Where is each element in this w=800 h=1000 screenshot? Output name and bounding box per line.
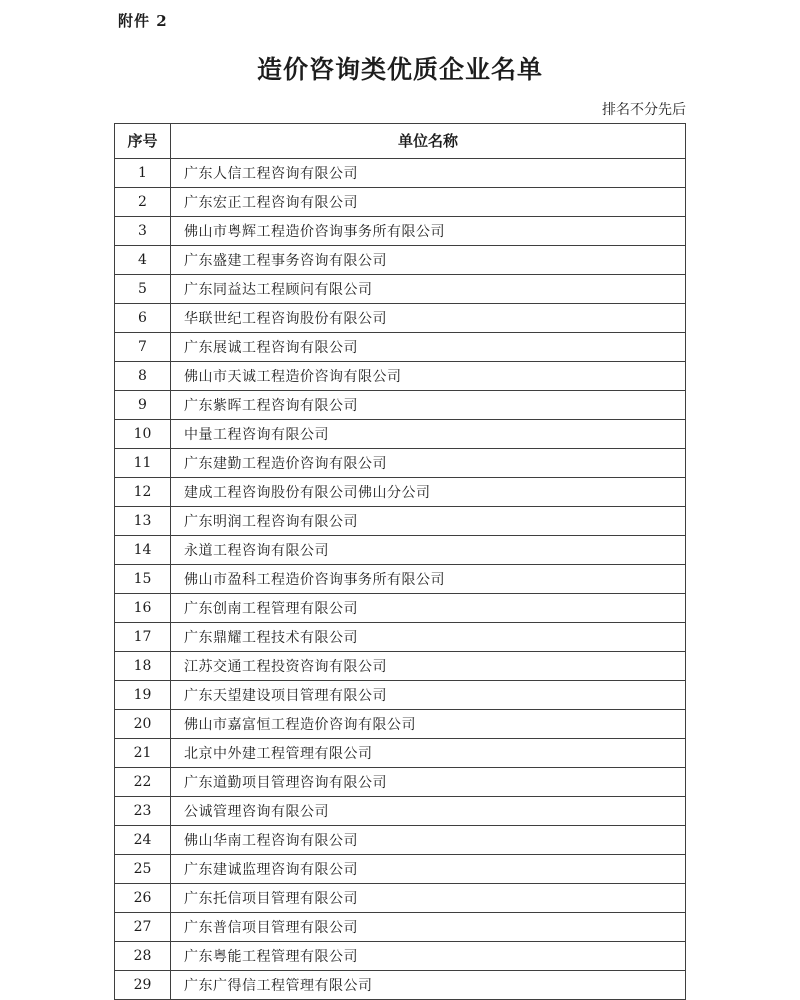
company-name: 广东创南工程管理有限公司: [171, 593, 686, 622]
table-row: [115, 245, 686, 274]
table-row: [115, 390, 686, 419]
table-row: [115, 477, 686, 506]
row-number: 16: [115, 593, 171, 622]
company-name: 华联世纪工程咨询股份有限公司: [171, 303, 686, 332]
table-row: [115, 738, 686, 767]
company-name: 广东同益达工程顾问有限公司: [171, 274, 686, 303]
row-number: 24: [115, 825, 171, 854]
row-number: 11: [115, 448, 171, 477]
table-row: [115, 158, 686, 187]
table-row: [115, 303, 686, 332]
table-row: [115, 187, 686, 216]
table-row: [115, 709, 686, 738]
row-number: 5: [115, 274, 171, 303]
company-name: 广东明润工程咨询有限公司: [171, 506, 686, 535]
row-number: 26: [115, 883, 171, 912]
table-row: [115, 593, 686, 622]
table-row: [115, 622, 686, 651]
table-row: [115, 535, 686, 564]
table-row: [115, 970, 686, 999]
company-name: 建成工程咨询股份有限公司佛山分公司: [171, 477, 686, 506]
row-number: 13: [115, 506, 171, 535]
table-row: [115, 274, 686, 303]
company-name: 广东人信工程咨询有限公司: [171, 158, 686, 187]
row-number: 10: [115, 419, 171, 448]
company-name: 广东天望建设项目管理有限公司: [171, 680, 686, 709]
company-name: 广东粤能工程管理有限公司: [171, 941, 686, 970]
company-name: 佛山市盈科工程造价咨询事务所有限公司: [171, 564, 686, 593]
table-row: [115, 361, 686, 390]
table-row: [115, 506, 686, 535]
company-name: 广东道勤项目管理咨询有限公司: [171, 767, 686, 796]
header-row: [115, 123, 686, 158]
header-serial-number: 序号: [115, 123, 171, 158]
company-name: 广东紫晖工程咨询有限公司: [171, 390, 686, 419]
company-name: 佛山市嘉富恒工程造价咨询有限公司: [171, 709, 686, 738]
company-table: [114, 123, 686, 1000]
attachment-label: 附件 2: [118, 12, 168, 30]
row-number: 15: [115, 564, 171, 593]
page-title: 造价咨询类优质企业名单: [256, 55, 543, 84]
company-name: 北京中外建工程管理有限公司: [171, 738, 686, 767]
row-number: 9: [115, 390, 171, 419]
company-name: 广东展诚工程咨询有限公司: [171, 332, 686, 361]
table-row: [115, 912, 686, 941]
table-row: [115, 651, 686, 680]
company-table-header: [115, 123, 686, 158]
company-name: 广东广得信工程管理有限公司: [171, 970, 686, 999]
row-number: 17: [115, 622, 171, 651]
company-name: 佛山市粤辉工程造价咨询事务所有限公司: [171, 216, 686, 245]
company-name: 江苏交通工程投资咨询有限公司: [171, 651, 686, 680]
row-number: 8: [115, 361, 171, 390]
table-row: [115, 564, 686, 593]
company-name: 广东建勤工程造价咨询有限公司: [171, 448, 686, 477]
row-number: 21: [115, 738, 171, 767]
table-row: [115, 419, 686, 448]
table-row: [115, 448, 686, 477]
row-number: 20: [115, 709, 171, 738]
row-number: 3: [115, 216, 171, 245]
row-number: 18: [115, 651, 171, 680]
company-name: 永道工程咨询有限公司: [171, 535, 686, 564]
table-row: [115, 825, 686, 854]
row-number: 12: [115, 477, 171, 506]
row-number: 6: [115, 303, 171, 332]
row-number: 1: [115, 158, 171, 187]
company-name: 广东托信项目管理有限公司: [171, 883, 686, 912]
company-table-body: [115, 158, 686, 999]
company-name: 佛山市天诚工程造价咨询有限公司: [171, 361, 686, 390]
company-name: 中量工程咨询有限公司: [171, 419, 686, 448]
row-number: 4: [115, 245, 171, 274]
company-name: 广东鼎耀工程技术有限公司: [171, 622, 686, 651]
table-row: [115, 883, 686, 912]
table-row: [115, 680, 686, 709]
company-name: 公诚管理咨询有限公司: [171, 796, 686, 825]
table-row: [115, 767, 686, 796]
company-name: 广东宏正工程咨询有限公司: [171, 187, 686, 216]
table-row: [115, 796, 686, 825]
row-number: 14: [115, 535, 171, 564]
company-name: 广东建诚监理咨询有限公司: [171, 854, 686, 883]
row-number: 29: [115, 970, 171, 999]
table-row: [115, 332, 686, 361]
row-number: 22: [115, 767, 171, 796]
table-row: [115, 941, 686, 970]
row-number: 19: [115, 680, 171, 709]
row-number: 27: [115, 912, 171, 941]
company-name: 广东普信项目管理有限公司: [171, 912, 686, 941]
row-number: 7: [115, 332, 171, 361]
row-number: 23: [115, 796, 171, 825]
table-row: [115, 854, 686, 883]
row-number: 2: [115, 187, 171, 216]
table-row: [115, 216, 686, 245]
row-number: 28: [115, 941, 171, 970]
row-number: 25: [115, 854, 171, 883]
ranking-note: 排名不分先后: [602, 101, 686, 118]
company-name: 广东盛建工程事务咨询有限公司: [171, 245, 686, 274]
company-name: 佛山华南工程咨询有限公司: [171, 825, 686, 854]
header-company-name: 单位名称: [171, 123, 686, 158]
